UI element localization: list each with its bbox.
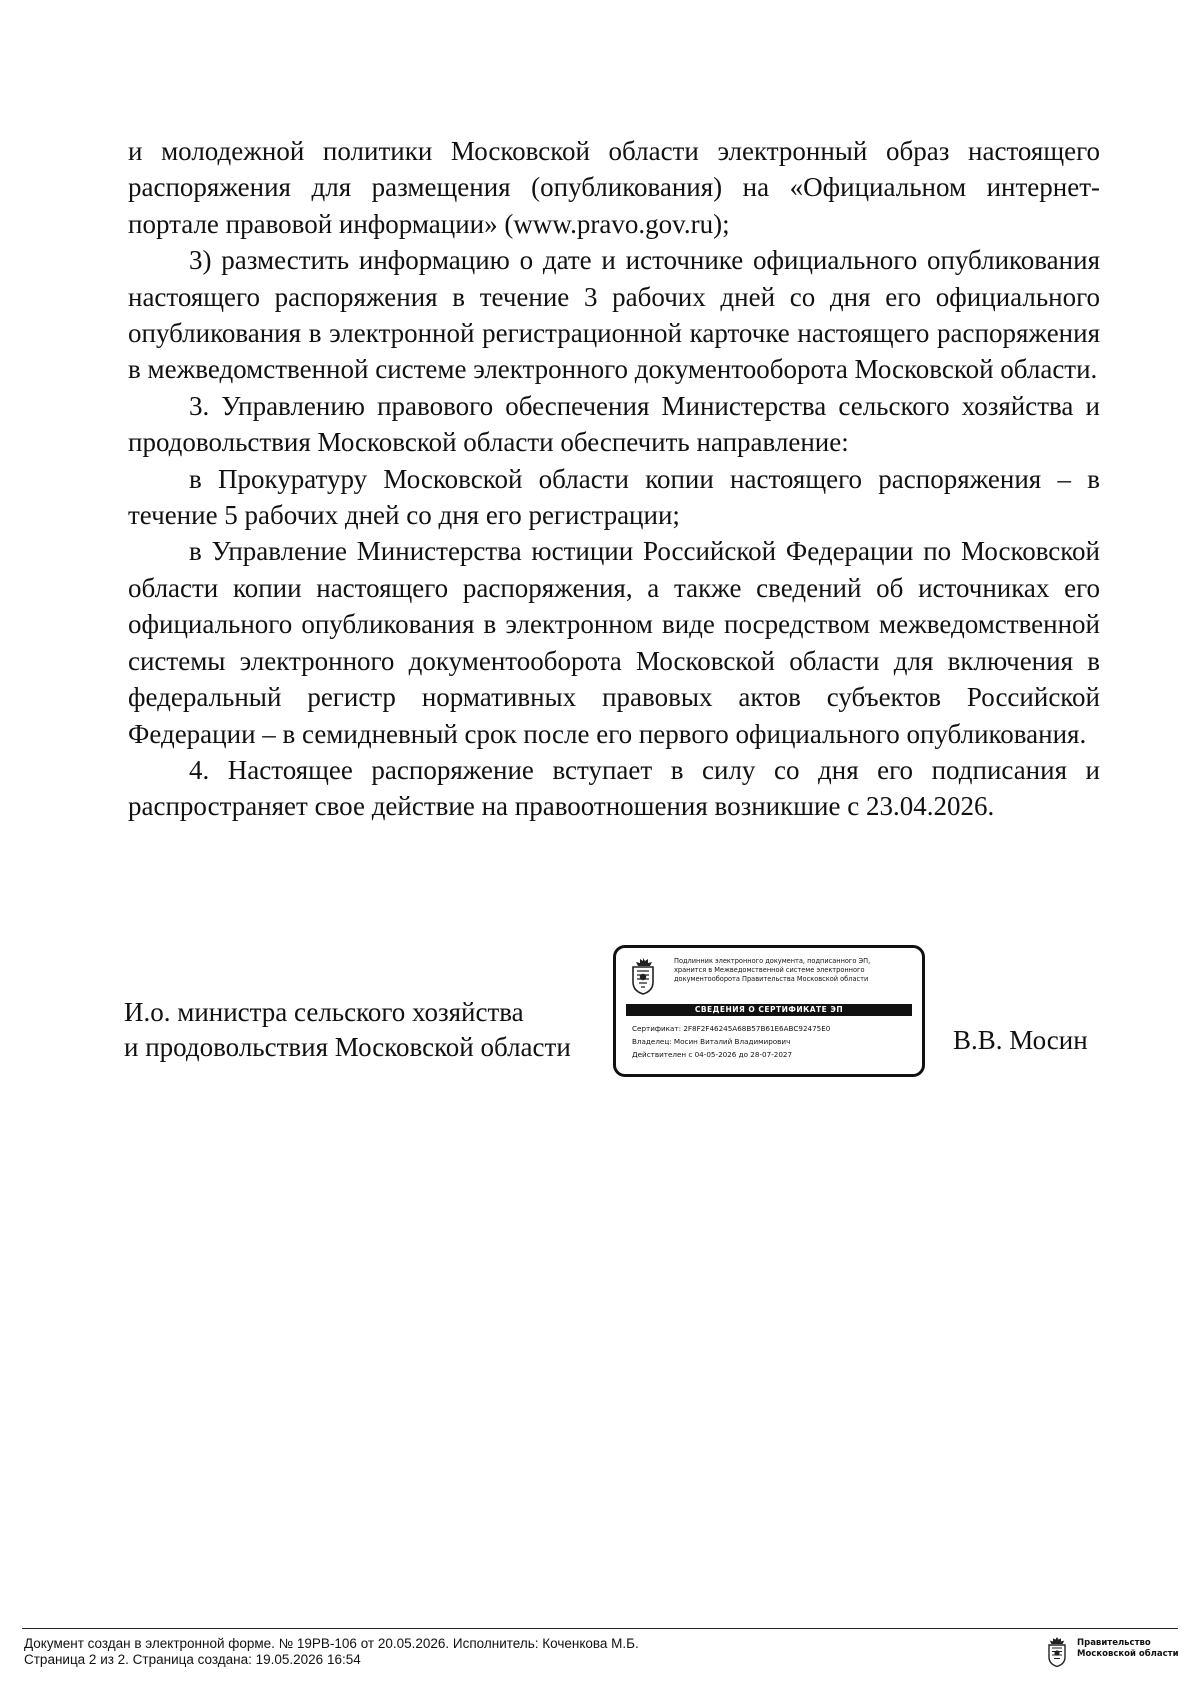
paragraph-item-3-justice: в Управление Министерства юстиции Российской Федерации по Московской области копии настоящего распоряжения, а также сведений об источниках его официального опубликования в электронном виде посредством межведомственной системы электронного документооборота Московской области для включения в федеральный регистр нормативных правовых актов субъектов Российской Федерации – в семидневный срок после его первого официального опубликования. (128, 536, 1100, 749)
stamp-details (632, 1022, 830, 1061)
document-body (128, 133, 1100, 825)
electronic-signature-stamp (613, 945, 925, 1077)
paragraph-item-2-3: 3) разместить информацию о дате и источнике официального опубликования настоящего распоряжения в течение 3 рабочих дней со дня его официального опубликования в электронной регистрационной карточке настоящего распоряжения в межведомственной системе электронного документооборота Московской области. (128, 245, 1100, 385)
stamp-note-line-2: хранится в Межведомственной системе электронного (674, 966, 865, 975)
signatory-position-line-1: И.о. министра сельского хозяйства (124, 997, 524, 1027)
paragraph-item-3-prosecutor: в Прокуратуру Московской области копии настоящего распоряжения – в течение 5 рабочих дней со дня его регистрации; (128, 463, 1100, 531)
stamp-note-line-3: документооборота Правительства Московской области (674, 975, 869, 984)
stamp-note-line-1: Подлинник электронного документа, подписанного ЭП, (674, 957, 871, 965)
stamp-note (674, 957, 919, 985)
footer-line-1: Документ создан в электронной форме. № 19РВ-106 от 20.05.2026. Исполнитель: Коченкова М.Б. (24, 1636, 639, 1651)
signer-name: В.В. Мосин (953, 1025, 1088, 1055)
stamp-owner: Владелец: Мосин Виталий Владимирович (632, 1037, 791, 1046)
government-logo-line-2: Московской области (1077, 1649, 1179, 1659)
signatory-position (124, 995, 571, 1065)
coat-of-arms-icon (628, 956, 658, 996)
stamp-validity: Действителен с 04-05-2026 до 28-07-2027 (632, 1050, 793, 1059)
government-logo-line-1: Правительство (1077, 1638, 1151, 1648)
government-logo-text (1077, 1638, 1179, 1660)
paragraph-item-3: 3. Управлению правового обеспечения Министерства сельского хозяйства и продовольствия Московской области обеспечить направление: (128, 390, 1100, 458)
footer-divider (22, 1628, 1178, 1629)
paragraph-item-4: 4. Настоящее распоряжение вступает в силу со дня его подписания и распространяет свое действие на правоотношения возникшие с 23.04.2026. (128, 754, 1100, 822)
signatory-position-line-2: и продовольствия Московской области (124, 1032, 571, 1062)
paragraph-continuation: и молодежной политики Московской области электронный образ настоящего распоряжения для размещения (опубликования) на «Официальном интернет-портале правовой информации» (www.pravo.gov.ru); (128, 136, 1100, 239)
footer-line-2: Страница 2 из 2. Страница создана: 19.05.2026 16:54 (24, 1652, 361, 1667)
coat-of-arms-icon (1045, 1636, 1069, 1668)
government-logo (1045, 1634, 1185, 1670)
stamp-header: СВЕДЕНИЯ О СЕРТИФИКАТЕ ЭП (626, 1004, 912, 1016)
footer-info (24, 1636, 639, 1668)
stamp-certificate: Сертификат: 2F8F2F46245A68B57B61E6ABC92475E0 (632, 1024, 831, 1033)
